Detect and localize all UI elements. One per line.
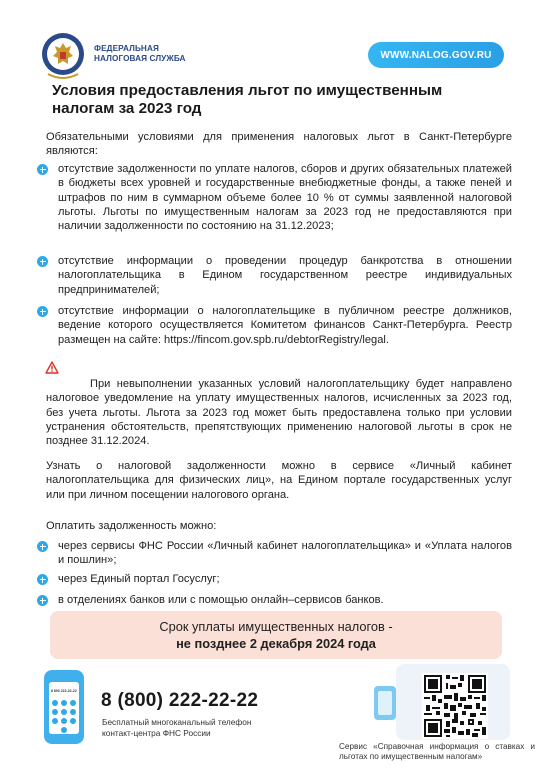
pay-method-2: через Единый портал Госуслуг; <box>58 573 220 585</box>
deadline-line2: не позднее 2 декабря 2024 года <box>176 636 376 651</box>
condition-item-1: отсутствие задолженности по уплате налогов, сборов и других обязательных платежей в бюджеты всех уровней и государственные внебюджетные фонды, а также пеней и штрафов по ним в суммарном объеме более 10 % от суммы заявленной налоговой льготы. Льготы по имущественным налогам за 2023 год не предоставляются при наличии задолженности по состоянию на 31.12.2023; <box>58 163 512 233</box>
qr-caption: Сервис «Справочная информация о ставках и льготах по имущественным налогам» <box>339 742 535 761</box>
condition-item-3: отсутствие информации о налогоплательщике в публичном реестре должников, ведение которого осуществляется Комитетом финансов Санкт-Петербурга. Реестр размещен на сайте: https://fincom.gov.spb.ru/debtorRegistry/legal. <box>58 305 512 346</box>
plus-bullet-icon <box>37 595 48 606</box>
plus-bullet-icon <box>37 541 48 552</box>
org-name-line1: ФЕДЕРАЛЬНАЯ <box>94 44 159 53</box>
contact-desc-line1: Бесплатный многоканальный телефон <box>102 717 252 727</box>
pay-intro-text: Оплатить задолженность можно: <box>46 520 217 532</box>
warning-triangle-icon <box>45 361 59 374</box>
page-title: Условия предоставления льгот по имущественным налогам за 2023 год <box>52 82 443 117</box>
contact-description <box>102 717 251 739</box>
deadline-line1: Срок уплаты имущественных налогов - <box>159 619 393 634</box>
pay-method-3: в отделениях банков или с помощью онлайн–сервисов банков. <box>58 594 384 606</box>
plus-bullet-icon <box>37 164 48 175</box>
org-name <box>94 44 186 64</box>
phone-icon-number: 8 800 222-22-22 <box>51 689 77 693</box>
plus-bullet-icon <box>37 306 48 317</box>
intro-text: Обязательными условиями для применения налоговых льгот в Санкт-Петербурге являются: <box>46 131 512 158</box>
deadline-box <box>50 611 502 659</box>
page-header <box>0 0 540 80</box>
condition-item-2: отсутствие информации о проведении процедур банкротства в отношении налогоплательщика в Едином государственном реестре индивидуальных предпринимателей; <box>58 255 512 296</box>
pay-method-1: через сервисы ФНС России «Личный кабинет налогоплательщика» и «Уплата налогов и пошлин»; <box>58 540 512 567</box>
fns-emblem-icon <box>40 30 86 80</box>
contact-desc-line2: контакт-центра ФНС России <box>102 728 211 738</box>
org-name-line2: НАЛОГОВАЯ СЛУЖБА <box>94 54 186 63</box>
warning-text: При невыполнении указанных условий налогоплательщику будет направлено налоговое уведомление на уплату имущественных налогов, исчисленных за 2023 год, без учета льготы. Льгота за 2023 год может быть предоставлена только при условии устранения обстоятельств, препятствующих применению налоговой льготы в срок не позднее 31.12.2024. <box>46 378 512 448</box>
debt-info-text: Узнать о налоговой задолженности можно в сервисе «Личный кабинет налогоплательщика для физических лиц», на Едином портале государственных услуг или при личном посещении налогового органа. <box>46 460 512 501</box>
plus-bullet-icon <box>37 574 48 585</box>
contact-phone[interactable]: 8 (800) 222-22-22 <box>101 690 259 711</box>
qr-code-icon[interactable] <box>422 673 488 739</box>
plus-bullet-icon <box>37 256 48 267</box>
site-link-button[interactable]: WWW.NALOG.GOV.RU <box>368 42 504 68</box>
